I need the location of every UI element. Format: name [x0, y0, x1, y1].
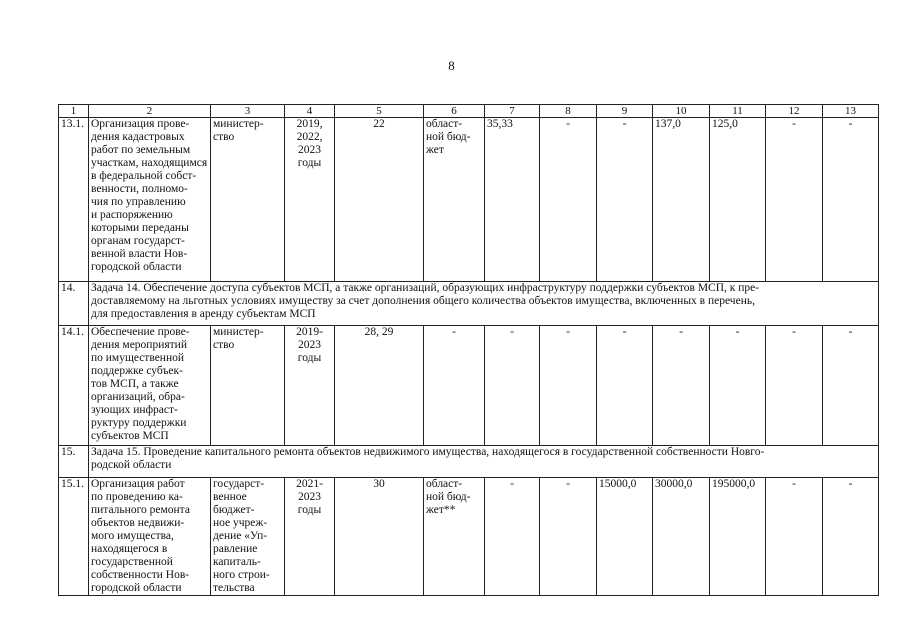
task-row [59, 446, 879, 478]
task-title: Задача 14. Обеспечение доступа субъектов МСП, а также организаций, образующих инфраструктуру поддержки субъектов МСП, к пре- доставляемому на льготных условиях имуществу за счет дополнения общего количества объектов имущества, включенных в перечень, для предоставления в аренду субъектам МСП [89, 282, 879, 326]
value-col-13: - [823, 118, 879, 282]
task-number: 15. [59, 446, 89, 478]
value-col-10: 30000,0 [653, 478, 710, 596]
header-cell: 5 [335, 105, 424, 118]
term: 2019, 2022, 2023 годы [285, 118, 335, 282]
value-col-8: - [540, 478, 597, 596]
table-row [59, 478, 879, 596]
header-row [59, 105, 879, 118]
value-col-12: - [766, 118, 823, 282]
program-table [58, 104, 879, 596]
value-col-9: 15000,0 [597, 478, 653, 596]
task-title: Задача 15. Проведение капитального ремонта объектов недвижимого имущества, находящегося в государственной собственности Новго- родской области [89, 446, 879, 478]
value-col-7: 35,33 [485, 118, 540, 282]
value-col-8: - [540, 326, 597, 446]
funding-source: област- ной бюд- жет [424, 118, 485, 282]
task-number: 14. [59, 282, 89, 326]
executor: министер- ство [211, 326, 285, 446]
value-col-9: - [597, 326, 653, 446]
funding-source: - [424, 326, 485, 446]
term: 2019- 2023 годы [285, 326, 335, 446]
value-col-10: 137,0 [653, 118, 710, 282]
value-col-11: 125,0 [710, 118, 766, 282]
indicator: 22 [335, 118, 424, 282]
value-col-7: - [485, 478, 540, 596]
funding-source: област- ной бюд- жет** [424, 478, 485, 596]
value-col-11: - [710, 326, 766, 446]
value-col-10: - [653, 326, 710, 446]
table-row [59, 118, 879, 282]
value-col-9: - [597, 118, 653, 282]
executor: министер- ство [211, 118, 285, 282]
page-number: 8 [448, 58, 455, 73]
value-col-13: - [823, 478, 879, 596]
value-col-8: - [540, 118, 597, 282]
header-cell: 11 [710, 105, 766, 118]
executor: государст- венное бюджет- ное учреж- дение «Уп- равление капиталь- ного строи- тельства [211, 478, 285, 596]
header-cell: 4 [285, 105, 335, 118]
activity-name: Организация работ по проведению ка- питального ремонта объектов недвижи- мого имущества, находящегося в государственной собственности Нов- городской области [89, 478, 211, 596]
header-cell: 13 [823, 105, 879, 118]
header-cell: 7 [485, 105, 540, 118]
term: 2021- 2023 годы [285, 478, 335, 596]
activity-name: Обеспечение прове- дения мероприятий по имущественной поддержке субъек- тов МСП, а также организаций, обра- зующих инфраст- руктуру поддержки субъектов МСП [89, 326, 211, 446]
header-cell: 1 [59, 105, 89, 118]
activity-name: Организация прове- дения кадастровых работ по земельным участкам, находящимся в федеральной собст- венности, полномо- чия по управлению и распоряжению которыми переданы органам государст- венной власти Нов- городской области [89, 118, 211, 282]
value-col-13: - [823, 326, 879, 446]
value-col-7: - [485, 326, 540, 446]
indicator: 30 [335, 478, 424, 596]
header-cell: 8 [540, 105, 597, 118]
header-cell: 3 [211, 105, 285, 118]
row-number: 14.1. [59, 326, 89, 446]
task-row [59, 282, 879, 326]
value-col-12: - [766, 326, 823, 446]
header-cell: 6 [424, 105, 485, 118]
value-col-12: - [766, 478, 823, 596]
row-number: 15.1. [59, 478, 89, 596]
row-number: 13.1. [59, 118, 89, 282]
value-col-11: 195000,0 [710, 478, 766, 596]
header-cell: 9 [597, 105, 653, 118]
table-row [59, 326, 879, 446]
header-cell: 12 [766, 105, 823, 118]
header-cell: 10 [653, 105, 710, 118]
indicator: 28, 29 [335, 326, 424, 446]
header-cell: 2 [89, 105, 211, 118]
